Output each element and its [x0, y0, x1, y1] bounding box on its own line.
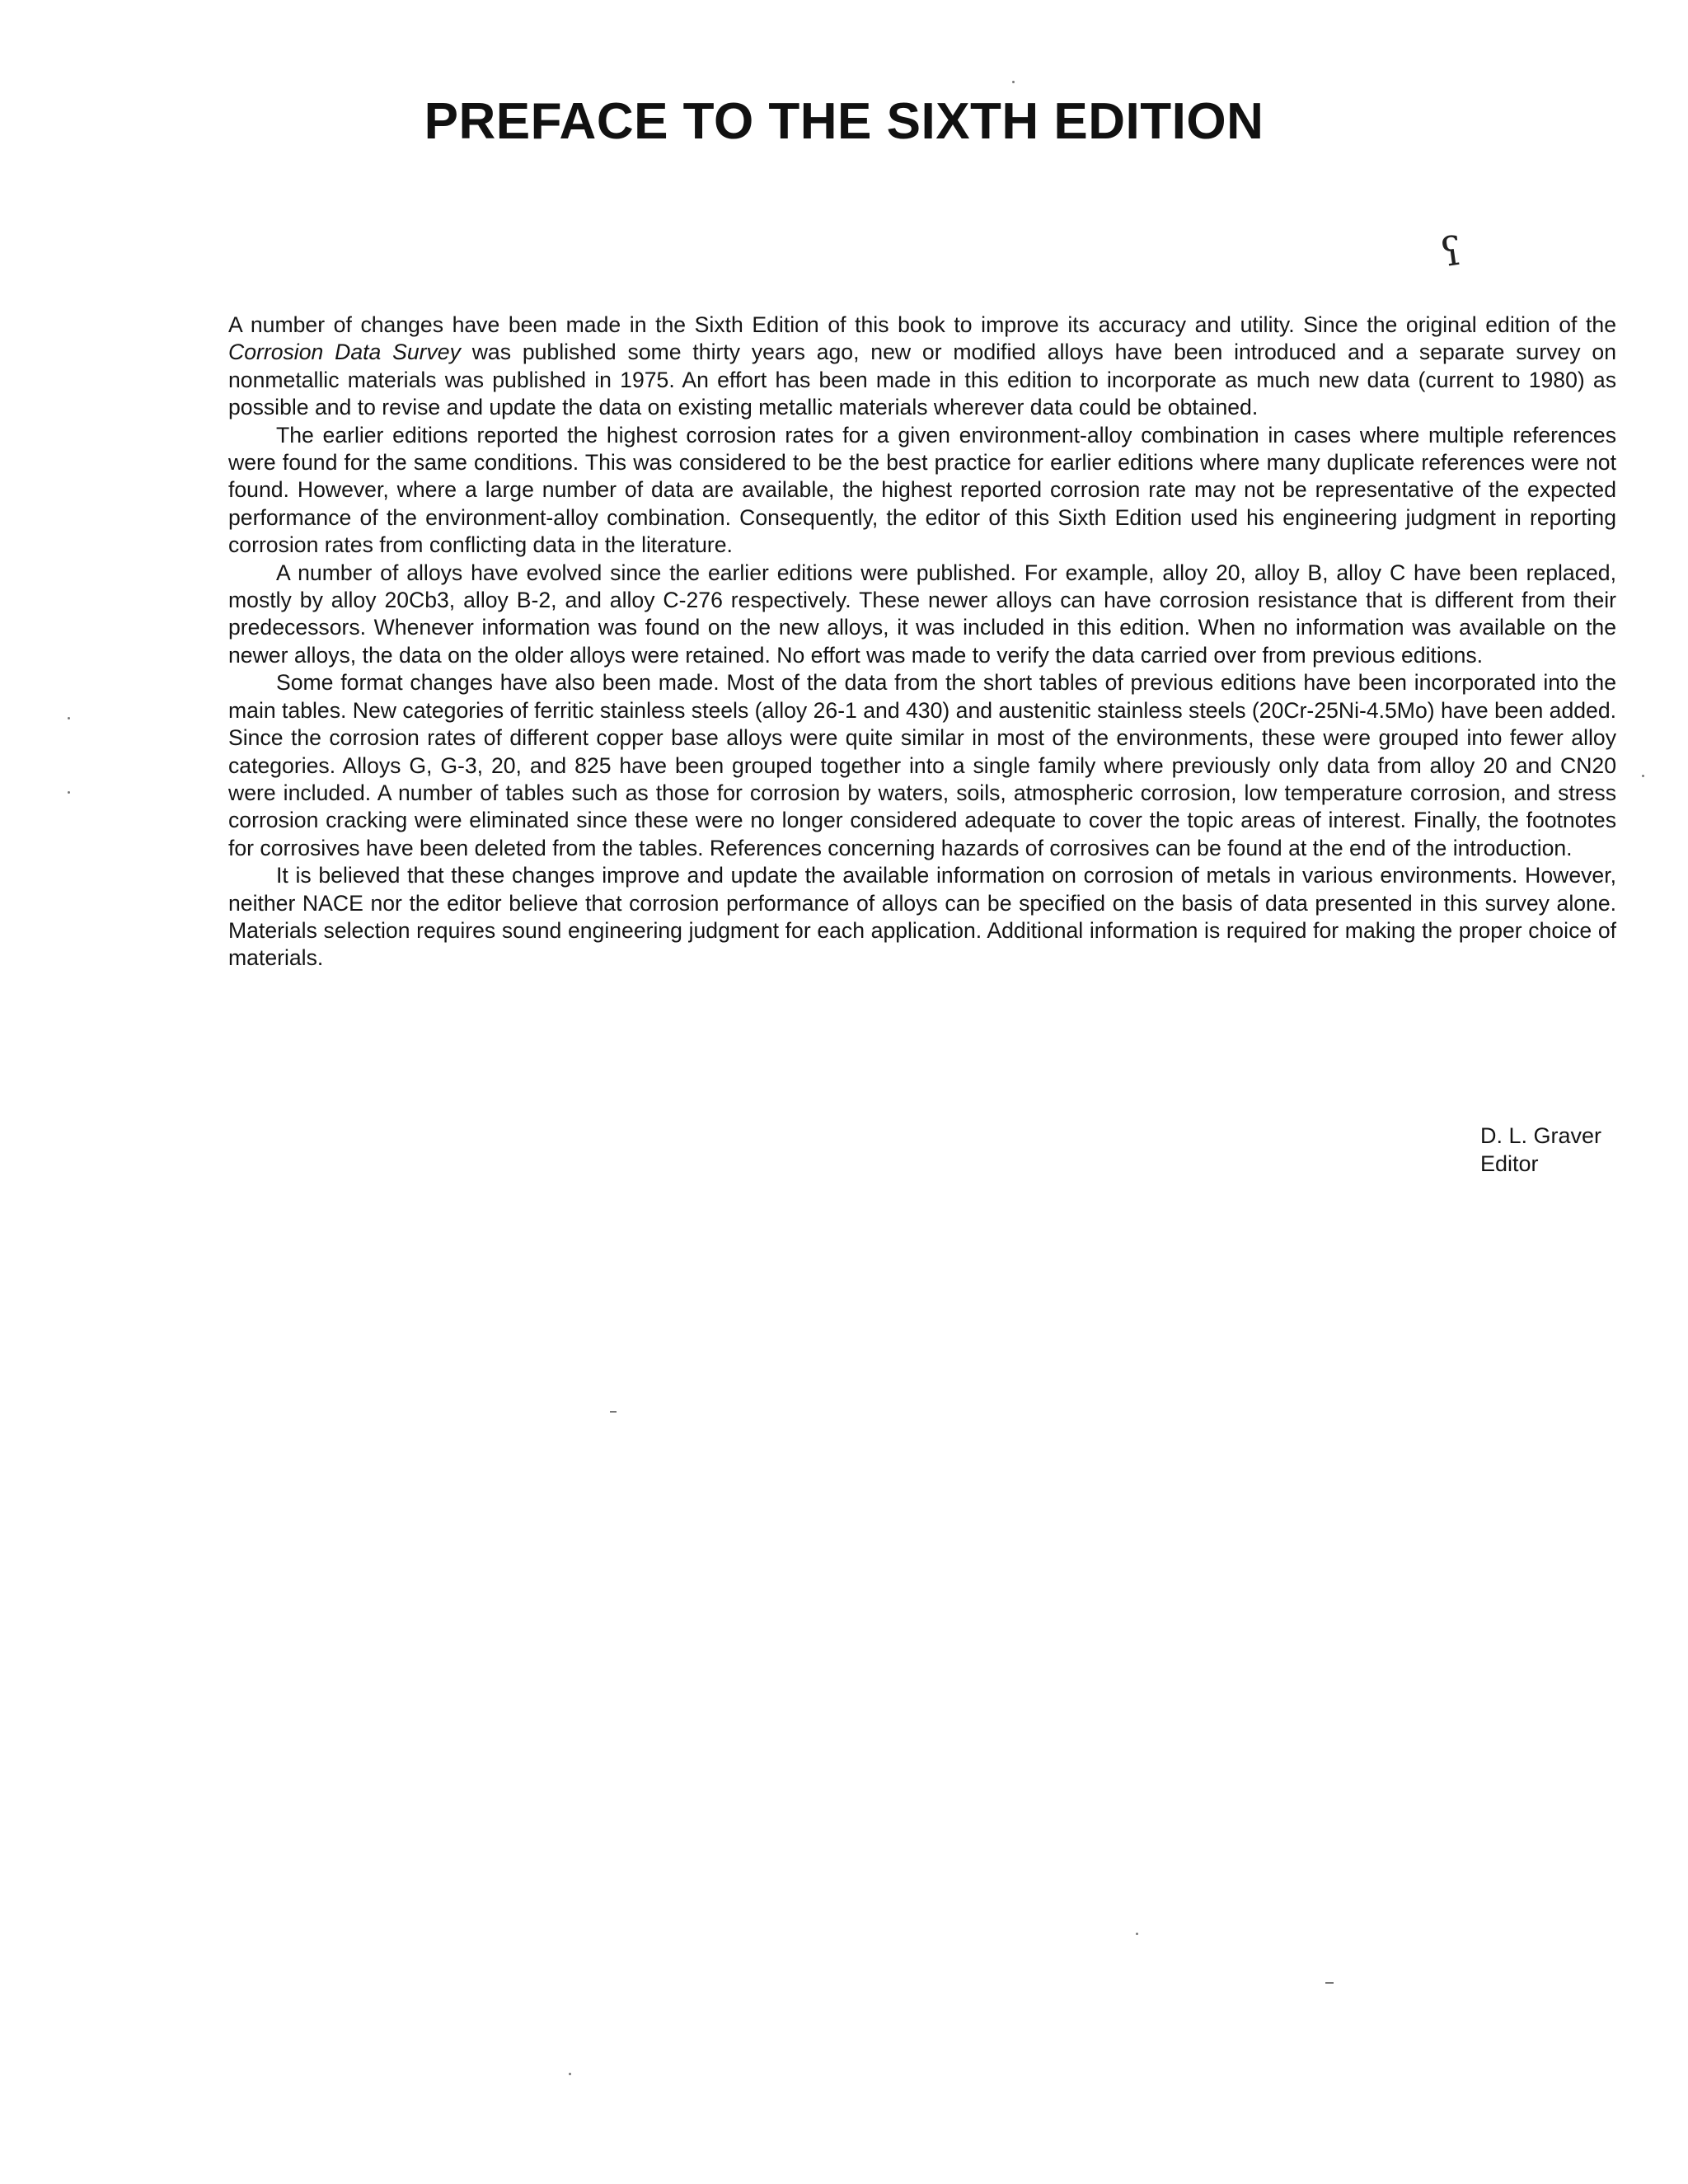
- handwritten-mark: ʕ: [1437, 227, 1465, 277]
- scan-speck: [1642, 775, 1644, 777]
- scan-speck: [1325, 1982, 1334, 1984]
- paragraph-1: [228, 312, 1616, 422]
- editor-role: Editor: [1480, 1151, 1539, 1176]
- editor-name: D. L. Graver: [1480, 1123, 1602, 1148]
- scan-speck: [1012, 81, 1015, 83]
- paragraph-4: Some format changes have also been made. Most of the data from the short tables of previous editions have been incorporated into the main tables. New categories of ferritic stainless steels (alloy 26-1 and 430) and austenitic stainless steels (20Cr-25Ni-4.5Mo) have been added. Since the corrosion rates of different copper base alloys were quite similar in most of the environments, these were grouped into fewer alloy categories. Alloys G, G-3, 20, and 825 have been grouped together into a single family where previously only data from alloy 20 and CN20 were included. A number of tables such as those for corrosion by waters, soils, atmospheric corrosion, low temperature corrosion, and stress corrosion cracking were eliminated since these were no longer considered adequate to cover the topic areas of interest. Finally, the footnotes for corrosives have been deleted from the tables. References concerning hazards of corrosives can be found at the end of the introduction.: [228, 670, 1616, 860]
- scan-speck: [610, 1411, 617, 1413]
- paragraph-1-text-a: A number of changes have been made in the Sixth Edition of this book to improve its accuracy and utility. Since the original edition of the: [228, 312, 1616, 337]
- paragraph-1-text-b: was published some thirty years ago, new or modified alloys have been introduced and a separate survey on nonmetallic materials was published in 1975. An effort has been made in this edition to incorporate as much new data (current to 1980) as possible and to revise and update the data on existing metallic materials wherever data could be obtained.: [228, 340, 1616, 420]
- page-title: PREFACE TO THE SIXTH EDITION: [424, 93, 1264, 150]
- scan-speck: [68, 791, 70, 794]
- paragraph-5: It is believed that these changes improve and update the available information on corrosion of metals in various environments. However, neither NACE nor the editor believe that corrosion performance of alloys can be specified on the basis of data presented in this survey alone. Materials selection requires sound engineering judgment for each application. Additional information is required for making the proper choice of materials.: [228, 863, 1616, 971]
- signature-block: [1480, 1122, 1601, 1178]
- scan-speck: [68, 717, 70, 719]
- paragraph-2: The earlier editions reported the highest corrosion rates for a given environment-alloy combination in cases where multiple references were found for the same conditions. This was considered to be the best practice for earlier editions where many duplicate references were not found. However, where a large number of data are available, the highest reported corrosion rate may not be representative of the expected performance of the environment-alloy combination. Consequently, the editor of this Sixth Edition used his engineering judgment in reporting corrosion rates from conflicting data in the literature.: [228, 422, 1616, 558]
- scan-speck: [569, 2073, 571, 2075]
- scan-speck: [1136, 1933, 1138, 1935]
- book-title-italic: Corrosion Data Survey: [228, 340, 461, 365]
- paragraph-3: A number of alloys have evolved since the earlier editions were published. For example, alloy 20, alloy B, alloy C have been replaced, mostly by alloy 20Cb3, alloy B-2, and alloy C-276 respectively. These newer alloys can have corrosion resistance that is different from their predecessors. Whenever information was found on the new alloys, it was included in this edition. When no information was available on the newer alloys, the data on the older alloys were retained. No effort was made to verify the data carried over from previous editions.: [228, 560, 1616, 668]
- preface-body: [228, 312, 1616, 972]
